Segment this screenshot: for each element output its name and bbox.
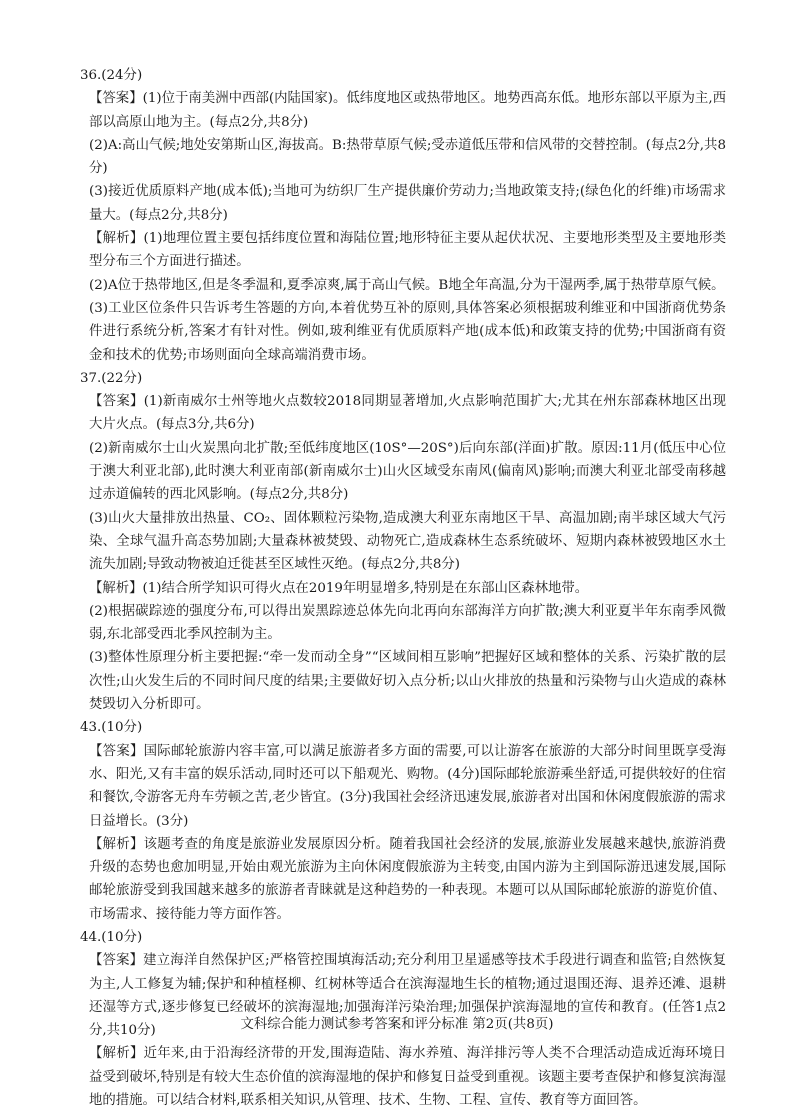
question-heading: 36.(24分): [80, 68, 143, 83]
question-heading: 44.(10分): [80, 929, 143, 945]
answer-block: [80, 87, 726, 227]
analysis-paragraph: 【解析】近年来,由于沿海经济带的开发,围海造陆、海水养殖、海洋排污等人类不合理活动造成近海环境日益受到破坏,特别是有较大生态价值的滨海湿地的保护和修复日益受到重视。该题主要考查保护和修复滨海湿地的措施。可以结合材料,联系相关知识,从管理、技术、生物、工程、宣传、教育等方面回答。: [89, 1046, 726, 1109]
analysis-paragraph: (3)整体性原理分析主要把握:“牵一发而动全身”“区域间相互影响”把握好区域和整体的关系、污染扩散的层次性;山火发生后的不同时间尺度的结果;主要做好切入点分析;以山火排放的热量和污染物与山火造成的森林焚毁切入分析即可。: [89, 650, 726, 713]
answer-key-page: [80, 64, 726, 1112]
page-footer: 文科综合能力测试参考答案和评分标准 第2页(共8页): [240, 1017, 554, 1032]
answer-paragraph: 【答案】建立海洋自然保护区;严格管控围填海活动;充分利用卫星遥感等技术手段进行调查和监管;自然恢复为主,人工修复为辅;保护和种植柽柳、红树林等适合在滨海湿地生长的植物;通过退围还海、退养还滩、退耕还湿等方式,逐步修复已经破坏的滨海湿地;加强海洋污染治理;加强保护滨海湿地的宣传和教育。(任答1点2分,共10分): [89, 953, 726, 1039]
answer-paragraph: (2)A:高山气候;地处安第斯山区,海拔高。B:热带草原气候;受赤道低压带和信风带的交替控制。(每点2分,共8分): [89, 137, 726, 177]
answer-paragraph: 【答案】(1)位于南美洲中西部(内陆国家)。低纬度地区或热带地区。地势西高东低。地形东部以平原为主,西部以高原山地为主。(每点2分,共8分): [89, 91, 726, 130]
answer-block: [80, 740, 726, 833]
analysis-paragraph: 【解析】该题考查的角度是旅游业发展原因分析。随着我国社会经济的发展,旅游业发展越来越快,旅游消费升级的态势也愈加明显,开始由观光旅游为主向休闲度假旅游为主转变,由国内游为主到国际游迅速发展,国际邮轮旅游受到我国越来越多的旅游者青睐就是这种趋势的一种表现。本题可以从国际邮轮旅游的游览价值、市场需求、接待能力等方面作答。: [89, 836, 726, 922]
analysis-paragraph: (2)A位于热带地区,但是冬季温和,夏季凉爽,属于高山气候。B地全年高温,分为干湿两季,属于热带草原气候。: [89, 277, 725, 293]
answer-paragraph: (3)接近优质原料产地(成本低);当地可为纺织厂生产提供廉价劳动力;当地政策支持;(绿色化的纤维)市场需求量大。(每点2分,共8分): [89, 184, 726, 223]
answer-paragraph: 【答案】国际邮轮旅游内容丰富,可以满足旅游者多方面的需要,可以让游客在旅游的大部分时间里既享受海水、阳光,又有丰富的娱乐活动,同时还可以下船观光、购物。(4分)国际邮轮旅游乘坐舒适,可提供较好的住宿和餐饮,令游客无舟车劳顿之苦,老少皆宜。(3分)我国社会经济迅速发展,旅游者对出国和休闲度假旅游的需求日益增长。(3分): [89, 743, 726, 829]
answer-paragraph: (3)山火大量排放出热量、CO₂、固体颗粒污染物,造成澳大利亚东南地区干旱、高温加剧;南半球区域大气污染、全球气温升高态势加剧;大量森林被焚毁、动物死亡,造成森林生态系统破坏、短期内森林被毁地区水土流失加剧;导致动物被迫迁徙甚至区域性灭绝。(每点2分,共8分): [89, 510, 726, 573]
answer-paragraph: 【答案】(1)新南威尔士州等地火点数较2018同期显著增加,火点影响范围扩大;尤其在州东部森林地区出现大片火点。(每点3分,共6分): [89, 394, 726, 433]
analysis-block: [80, 227, 726, 367]
question-37: [80, 367, 726, 716]
question-heading: 37.(22分): [80, 370, 143, 386]
question-36: [80, 64, 726, 367]
question-heading: 43.(10分): [80, 720, 143, 736]
question-43: [80, 716, 726, 926]
analysis-paragraph: (3)工业区位条件只告诉考生答题的方向,本着优势互补的原则,具体答案必须根据玻利维亚和中国浙商优势条件进行系统分析,答案才有针对性。例如,玻利维亚有优质原料产地(成本低)和政策支持的优势;中国浙商有资金和技术的优势;市场则面向全球高端消费市场。: [89, 300, 726, 363]
analysis-block: [80, 833, 726, 926]
answer-paragraph: (2)新南威尔士山火炭黑向北扩散;至低纬度地区(10S°—20S°)后向东部(洋面)扩散。原因:11月(低压中心位于澳大利亚北部),此时澳大利亚南部(新南威尔士)山火区域受东南风(偏南风)影响;而澳大利亚北部受南移越过赤道偏转的西北风影响。(每点2分,共8分): [89, 440, 726, 503]
analysis-paragraph: (2)根据碳踪迹的强度分布,可以得出炭黑踪迹总体先向北再向东部海洋方向扩散;澳大利亚夏半年东南季风微弱,东北部受西北季风控制为主。: [89, 603, 726, 643]
analysis-block: [80, 577, 726, 717]
analysis-paragraph: 【解析】(1)地理位置主要包括纬度位置和海陆位置;地形特征主要从起伏状况、主要地形类型及主要地形类型分布三个方面进行描述。: [89, 231, 726, 270]
analysis-paragraph: 【解析】(1)结合所学知识可得火点在2019年明显增多,特别是在东部山区森林地带。: [89, 580, 589, 596]
analysis-block: [80, 1042, 726, 1112]
answer-block: [80, 390, 726, 576]
